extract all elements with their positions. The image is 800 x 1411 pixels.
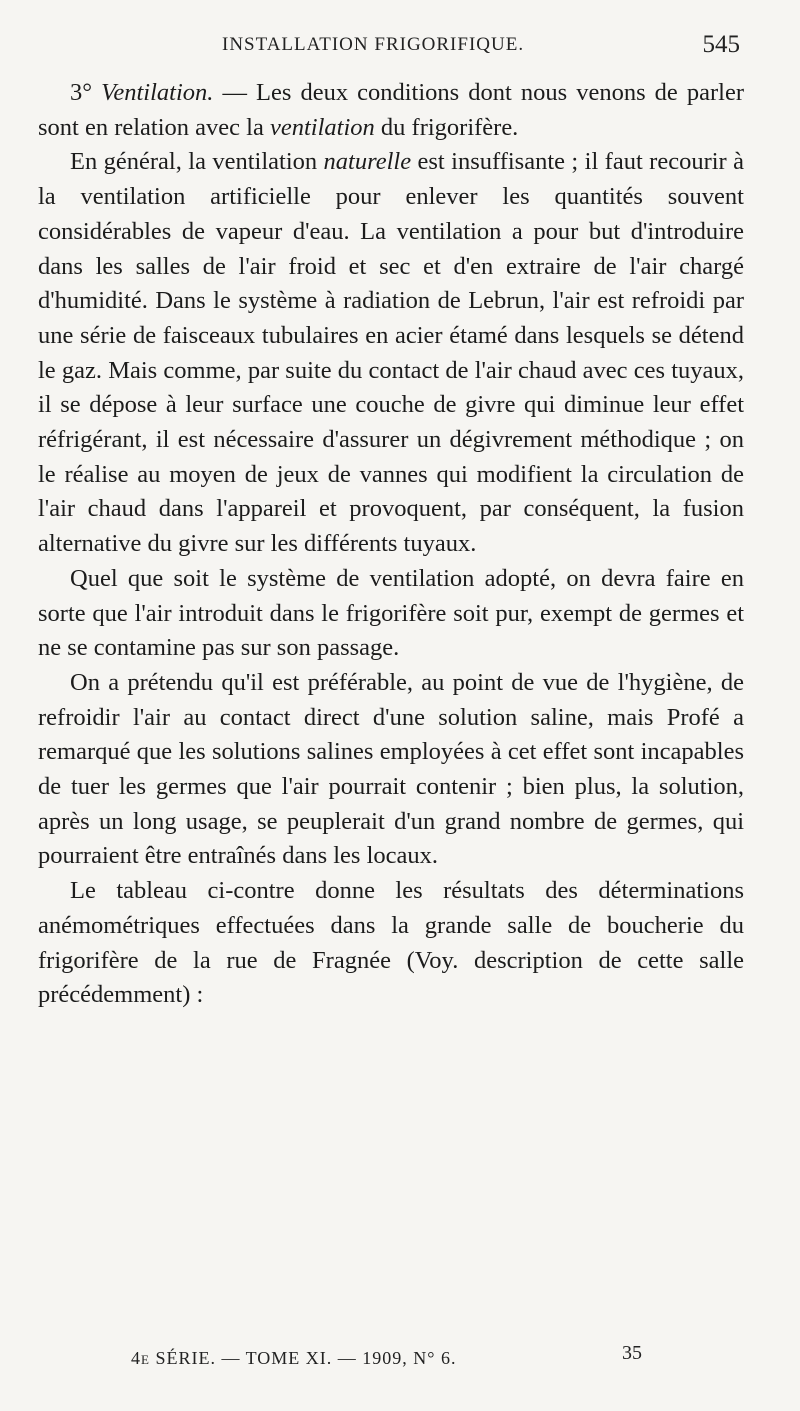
paragraph-text: du frigorifère.	[374, 113, 519, 141]
body-text	[38, 76, 744, 1013]
paragraph-anemometric-table: Le tableau ci-contre donne les résultats des déterminations anémométriques effectuées dans la grande salle de boucherie du frigorifère de la rue de Fragnée (Voy. description de cette salle précédemment) :	[38, 877, 744, 1009]
paragraph-saline-solution: On a prétendu qu'il est préférable, au point de vue de l'hygiène, de refroidir l'air au contact direct d'une solution saline, mais Profé a remarqué que les solutions salines employées à cet effet sont incapables de tuer les germes que l'air pourrait contenir ; bien plus, la solution, après un long usage, se peuplerait d'un grand nombre de germes, qui pourraient être entraînés dans les locaux.	[38, 668, 744, 870]
page-number: 545	[702, 31, 740, 58]
section-heading: Ventilation.	[101, 79, 214, 106]
paragraph-text: est insuffisante ; il faut recourir à la ventilation artificielle pour enlever les quantités souvent considérables de vapeur d'eau. La ventilation a pour but d'introduire dans les salles de l'air froid et sec et d'en extraire de l'air chargé d'humidité. Dans le système à radiation de Lebrun, l'air est refroidi par une série de faisceaux tubulaires en acier étamé dans lesquels se détend le gaz. Mais comme, par suite du contact de l'air chaud avec ces tuyaux, il se dépose à leur surface une couche de givre qui diminue leur effet réfrigérant, il est nécessaire d'assurer un dégivrement méthodique ; on le réalise au moyen de jeux de vannes qui modifient la circulation de l'air chaud dans l'appareil et provoquent, par conséquent, la fusion alternative du givre sur les différents tuyaux.	[38, 148, 744, 558]
signature-mark: 35	[622, 1342, 642, 1364]
page-header	[0, 31, 800, 66]
paragraph-ventilation	[38, 76, 744, 145]
page-footer	[0, 1342, 800, 1378]
section-number: 3°	[70, 79, 102, 106]
paragraph-text: — Les deux conditions dont nous venons de parler sont en relation avec la	[38, 79, 744, 141]
series-info: 4e SÉRIE. — TOME XI. — 1909, N° 6.	[131, 1348, 457, 1368]
paragraph-pure-air: Quel que soit le système de ventilation adopté, on devra faire en sorte que l'air introduit dans le frigorifère soit pur, exempt de germes et ne se contamine pas sur son passage.	[38, 564, 744, 662]
paragraph-natural-ventilation	[38, 145, 744, 561]
paragraph-text: En général, la ventilation	[70, 148, 324, 176]
emphasis: ventilation	[269, 113, 375, 141]
running-title: INSTALLATION FRIGORIFIQUE.	[222, 34, 525, 55]
emphasis: naturelle	[323, 148, 412, 176]
